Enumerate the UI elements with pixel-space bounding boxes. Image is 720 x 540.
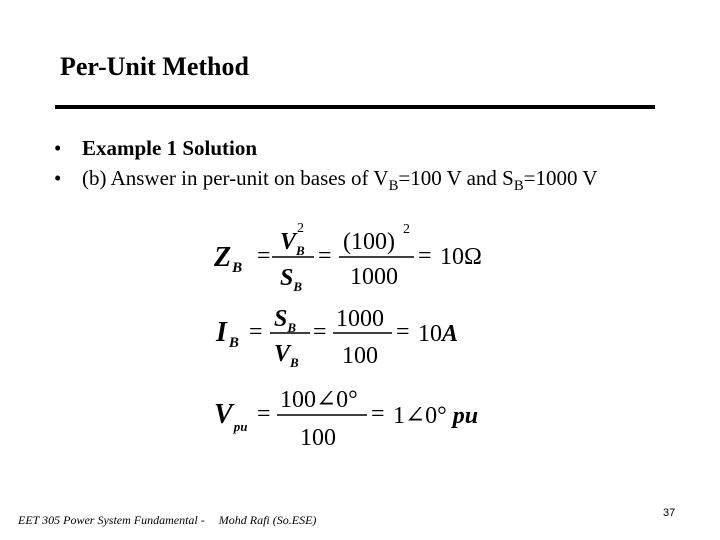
eq2-den1: $V_B$ [274, 341, 299, 370]
footer-course: EET 305 Power System Fundamental - [18, 513, 205, 527]
equals-sign: = [318, 243, 332, 269]
equals-sign: = [371, 401, 385, 427]
eq1-num1-sup: 2 [297, 221, 304, 236]
eq1-lhs: $Z_B$ [214, 242, 243, 276]
equals-sign: = [257, 243, 271, 269]
equals-sign: = [313, 319, 327, 345]
eq1-den2: 1000 [350, 264, 398, 290]
eq2-result: 10A [418, 321, 459, 347]
equals-sign: = [257, 401, 271, 427]
page-number: 37 [663, 507, 676, 519]
bullet-text: Example 1 Solution [82, 136, 258, 160]
bullet-dot: • [54, 166, 62, 190]
eq1-den1: $S_B$ [280, 265, 303, 294]
eq3-lhs: $V_{pu}$ [214, 399, 248, 434]
slide-footer [18, 513, 316, 528]
footer-author: Mohd Rafi (So.ESE) [218, 513, 317, 527]
eq2-lhs: I $_B$ [216, 317, 239, 351]
eq3-num: 100∠0° [280, 387, 358, 413]
equation-impedance [213, 221, 482, 294]
equation-voltage-pu [214, 387, 478, 451]
slide-title: Per-Unit Method [60, 52, 249, 81]
eq3-result: 1∠0° pu [393, 403, 479, 429]
equation-current [215, 306, 458, 370]
eq3-den: 100 [300, 425, 336, 451]
equals-sign: = [396, 319, 410, 345]
equals-sign: = [418, 243, 432, 269]
eq2-den2: 100 [342, 343, 378, 369]
equals-sign: = [249, 319, 263, 345]
eq1-num1: $V_B$ [280, 229, 305, 258]
bullet-text: (b) Answer in per-unit on bases of $V_B=100$ V and $S_B=1000$ V [82, 166, 598, 195]
eq1-num2: (100) [343, 229, 395, 255]
eq2-num1: $S_B$ [274, 306, 297, 335]
eq1-num2-sup: 2 [403, 222, 410, 237]
bullet-dot: • [54, 136, 62, 160]
eq1-result: 10Ω [440, 244, 482, 270]
eq2-num2: 1000 [336, 306, 384, 332]
